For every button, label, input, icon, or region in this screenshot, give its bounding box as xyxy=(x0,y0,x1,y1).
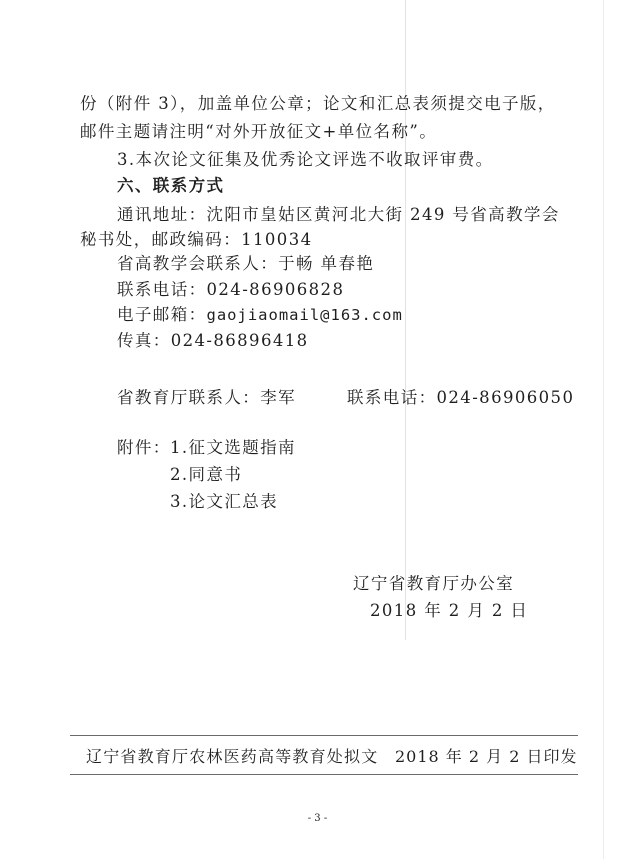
footer-rule-bottom xyxy=(70,774,578,775)
body-line: 份（附件 3），加盖单位公章；论文和汇总表须提交电子版， xyxy=(80,94,556,113)
address-line: 秘书处，邮政编码：110034 xyxy=(80,230,313,249)
body-line: 邮件主题请注明“对外开放征文+单位名称”。 xyxy=(80,122,438,141)
dept-contact: 省教育厅联系人：李军 xyxy=(117,388,296,407)
attachment-item: 1.征文选题指南 xyxy=(170,438,296,457)
fax-line: 传真：024-86896418 xyxy=(117,331,309,350)
section-title: 六、联系方式 xyxy=(117,176,225,195)
dept-phone: 联系电话：024-86906050 xyxy=(347,388,575,407)
email-line xyxy=(117,301,403,325)
email-label: 电子邮箱： xyxy=(117,305,207,324)
email-value: gaojiaomail@163.com xyxy=(206,306,403,324)
footer-rule-top xyxy=(70,735,578,736)
page-number: - 3 - xyxy=(307,813,328,824)
phone-line: 联系电话：024-86906828 xyxy=(117,280,345,299)
footer-drafter: 辽宁省教育厅农林医药高等教育处拟文 xyxy=(86,747,379,766)
contact-persons: 省高教学会联系人：于畅 单春艳 xyxy=(117,254,375,273)
body-line: 3.本次论文征集及优秀论文评选不收取评审费。 xyxy=(117,150,494,169)
attachment-item: 3.论文汇总表 xyxy=(170,492,279,511)
address-line: 通讯地址：沈阳市皇姑区黄河北大街 249 号省高教学会 xyxy=(117,205,560,224)
attachment-item: 2.同意书 xyxy=(170,465,243,484)
attachments-label: 附件： xyxy=(117,438,171,457)
signature-date: 2018 年 2 月 2 日 xyxy=(370,601,529,620)
scan-artifact-line xyxy=(603,0,604,859)
footer-issue-date: 2018 年 2 月 2 日印发 xyxy=(395,747,578,766)
signature-office: 辽宁省教育厅办公室 xyxy=(353,574,515,593)
